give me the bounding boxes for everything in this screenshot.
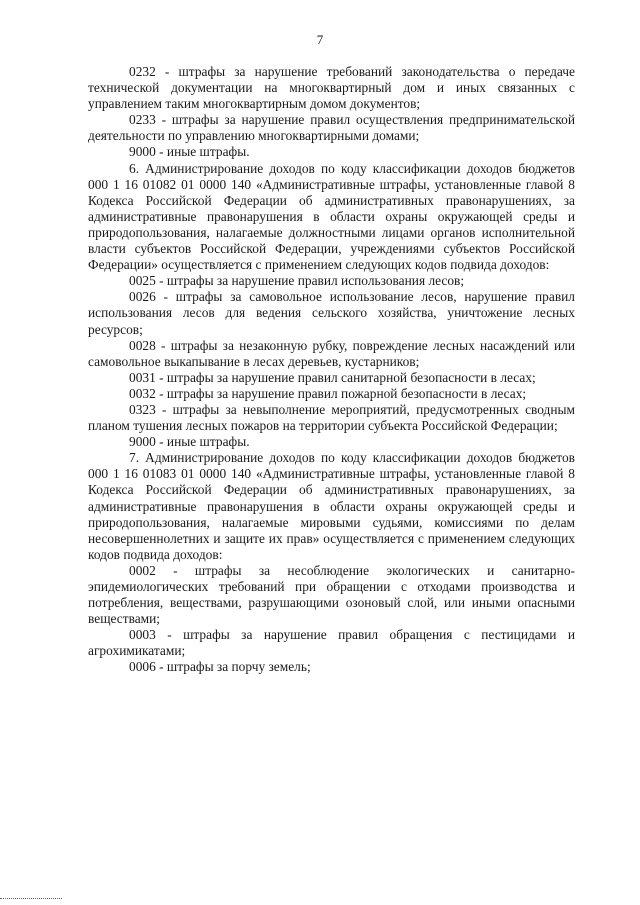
paragraph-0233: 0233 - штрафы за нарушение правил осуществления предпринимательской деятельности по управлению многоквартирными домами; <box>88 112 575 144</box>
document-body <box>88 64 575 676</box>
paragraph-9000-b: 9000 - иные штрафы. <box>129 434 250 450</box>
paragraph-0006: 0006 - штрафы за порчу земель; <box>129 659 311 675</box>
paragraph-0028: 0028 - штрафы за незаконную рубку, повреждение лесных насаждений или самовольное выкапывание в лесах деревьев, кустарников; <box>88 337 575 369</box>
paragraph-0232: 0232 - штрафы за нарушение требований законодательства о передаче технической документации на многоквартирный дом и иных связанных с управлением таким многоквартирным домом документов; <box>88 64 575 112</box>
paragraph-0003: 0003 - штрафы за нарушение правил обращения с пестицидами и агрохимикатами; <box>88 627 575 659</box>
paragraph-9000-a: 9000 - иные штрафы. <box>129 144 250 160</box>
paragraph-section-7: 7. Администрирование доходов по коду классификации доходов бюджетов 000 1 16 01083 01 0000 140 «Административные штрафы, установленные главой 8 Кодекса Российской Федерации об административных правонарушениях, за административные правонарушения в области охраны окружающей среды и природопользования, налагаемые мировыми судьями, комиссиями по делам несовершеннолетних и защите их прав» осуществляется с применением следующих кодов подвида доходов: <box>88 450 575 562</box>
paragraph-0032: 0032 - штрафы за нарушение правил пожарной безопасности в лесах; <box>129 385 527 401</box>
paragraph-section-6: 6. Администрирование доходов по коду классификации доходов бюджетов 000 1 16 01082 01 0000 140 «Административные штрафы, установленные главой 8 Кодекса Российской Федерации об административных правонарушениях, за административные правонарушения в области охраны окружающей среды и природопользования, налагаемые должностными лицами органов исполнительной власти субъектов Российской Федерации, учреждениями субъектов Российской Федерации» осуществляется с применением следующих кодов подвида доходов: <box>88 160 575 273</box>
paragraph-0031: 0031 - штрафы за нарушение правил санитарной безопасности в лесах; <box>129 369 536 385</box>
paragraph-0026: 0026 - штрафы за самовольное использование лесов, нарушение правил использования лесов для ведения сельского хозяйства, уничтожение лесных ресурсов; <box>88 289 575 337</box>
page-number: 7 <box>316 32 324 47</box>
paragraph-0323: 0323 - штрафы за невыполнение мероприятий, предусмотренных сводным планом тушения лесных пожаров на территории субъекта Российской Федерации; <box>88 401 575 434</box>
footer-rule <box>0 898 62 899</box>
paragraph-0002: 0002 - штрафы за несоблюдение экологических и санитарно-эпидемиологических требований при обращении с отходами производства и потребления, веществами, разрушающими озоновый слой, или иными опасными веществами; <box>88 562 575 627</box>
paragraph-0025: 0025 - штрафы за нарушение правил использования лесов; <box>129 273 465 289</box>
